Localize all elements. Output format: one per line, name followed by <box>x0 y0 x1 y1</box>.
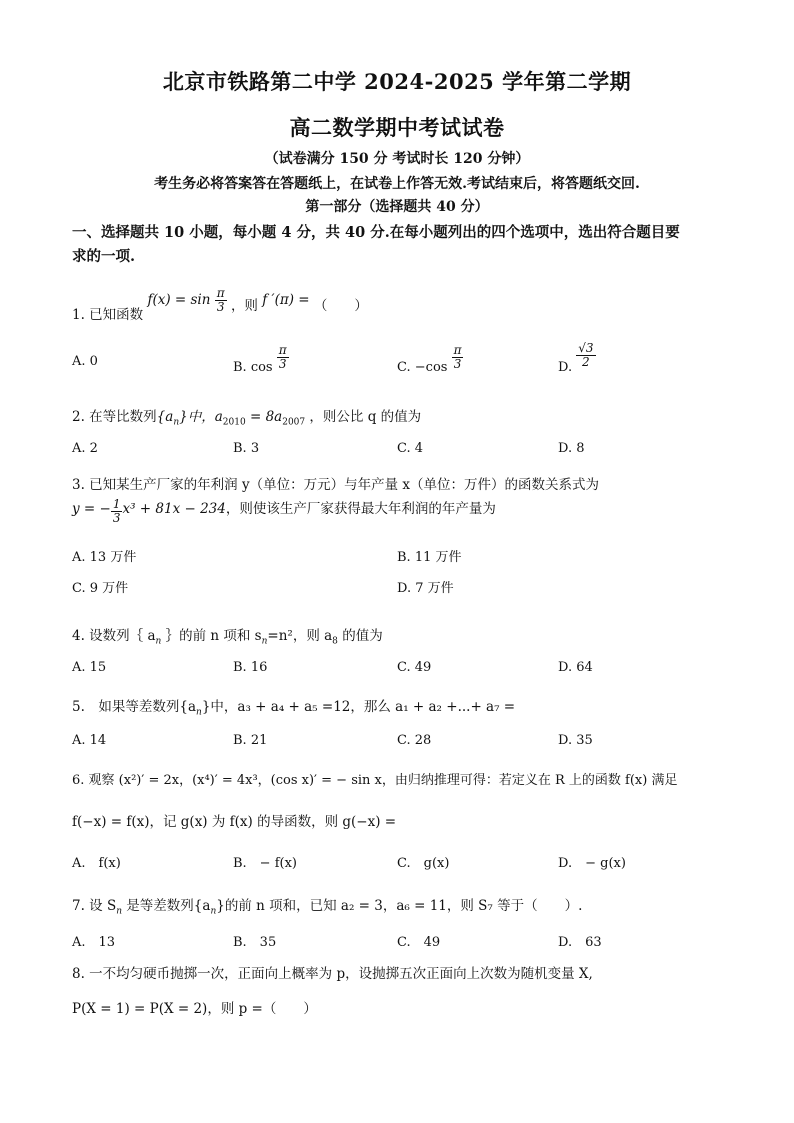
question-3-line1: 3. 已知某生产厂家的年利润 y（单位：万元）与年产量 x（单位：万件）的函数关系式为 <box>72 477 599 493</box>
q3-frac-num: 1 <box>112 497 121 511</box>
q1-option-c <box>397 343 463 375</box>
q7-text: 7. 设 S <box>72 898 117 914</box>
q3-option-c: C. 9 万件 <box>72 581 129 596</box>
q2-eq-mid: = 8a <box>245 409 283 425</box>
question-1 <box>72 286 368 323</box>
q3-eq-end: x³ + 81x − 234 <box>122 501 226 517</box>
q2-text-c: ，则公比 q 的值为 <box>305 409 422 425</box>
q1-opt-b-den: 3 <box>278 357 287 371</box>
q1-opt-c-num: π <box>453 343 462 357</box>
q3-line2-tail: ，则使该生产厂家获得最大年利润的年产量为 <box>225 501 496 517</box>
question-5 <box>72 695 515 718</box>
q4-text: 4. 设数列｛ a <box>72 628 156 644</box>
q7-text2: 是等差数列{a <box>122 898 211 914</box>
section-intro-line1: 一、选择题共 10 小题，每小题 4 分，共 40 分.在每小题列出的四个选项中，选出符合题目要 <box>72 224 680 241</box>
q1-mid: ，则 <box>230 298 258 314</box>
q7-text3: }的前 n 项和，已知 a₂ = 3，a₆ = 11，则 S₇ 等于（ ）. <box>216 898 583 914</box>
q1-derivative: f ′(π) = <box>262 292 310 308</box>
q4-text2: ｝的前 n 项和 s <box>161 628 262 644</box>
q2-text-b: }中， <box>179 409 215 425</box>
question-2 <box>72 405 421 428</box>
q5-sub-n: n <box>196 707 202 718</box>
q6-option-b: B. − f(x) <box>233 856 297 871</box>
q1-suffix: （ ） <box>313 298 368 314</box>
q4-sub-n2: n <box>261 636 268 647</box>
q1-opt-b-fraction <box>277 344 289 371</box>
q1-opt-c-fraction <box>452 344 464 371</box>
q6-option-d: D. − g(x) <box>558 856 626 871</box>
q1-opt-d-num: √3 <box>578 341 594 355</box>
q1-opt-d-den: 2 <box>582 355 590 369</box>
q1-opt-d-fraction <box>576 342 595 369</box>
q2-eq: a <box>214 409 223 425</box>
q2-text-a: 2. 在等比数列 <box>72 409 157 425</box>
q2-option-a: A. 2 <box>72 441 98 456</box>
question-8-line1: 8. 一不均匀硬币抛掷一次，正面向上概率为 p，设抛掷五次正面向上次数为随机变量 X, <box>72 966 593 982</box>
q5-text: 5. 如果等差数列{a <box>72 699 197 715</box>
question-3-line2 <box>72 498 496 525</box>
exam-info: （试卷满分 150 分 考试时长 120 分钟） <box>264 151 530 167</box>
q2-option-d: D. 8 <box>558 441 585 456</box>
q3-eq-start: y = − <box>72 501 111 517</box>
q1-option-d <box>558 341 596 375</box>
q1-opt-c-text: −cos <box>414 360 448 375</box>
q7-option-a: A. 13 <box>72 935 116 950</box>
q2-seq-sub: n <box>173 417 180 428</box>
q3-option-d: D. 7 万件 <box>397 581 454 596</box>
school-title: 北京市铁路第二中学 2024-2025 学年第二学期 <box>162 69 632 94</box>
q3-option-b: B. 11 万件 <box>397 550 462 565</box>
q1-opt-c-den: 3 <box>453 357 462 371</box>
q4-sub-n: n <box>155 636 162 647</box>
question-7 <box>72 894 582 917</box>
q2-option-c: C. 4 <box>397 441 424 456</box>
q4-option-d: D. 64 <box>558 660 593 675</box>
q1-option-b <box>233 343 289 375</box>
q1-prefix: 1. 已知函数 <box>72 307 144 323</box>
q3-option-a: A. 13 万件 <box>72 550 137 565</box>
q1-opt-d-label: D. <box>558 360 573 375</box>
q7-sub-n2: n <box>210 906 217 917</box>
q6-option-c: C. g(x) <box>397 856 450 871</box>
q1-option-a: A. 0 <box>72 354 98 369</box>
q1-opt-c-label: C. <box>397 360 411 375</box>
q2-eq-sub2: 2007 <box>282 417 306 428</box>
q1-function: f(x) = sin <box>147 292 211 308</box>
part1-heading: 第一部分（选择题共 40 分） <box>305 199 489 215</box>
q7-option-b: B. 35 <box>233 935 277 950</box>
q1-opt-b-text: cos <box>250 360 273 375</box>
question-6-line2: f(−x) = f(x)，记 g(x) 为 f(x) 的导函数，则 g(−x) = <box>72 814 397 830</box>
exam-title: 高二数学期中考试试卷 <box>289 115 505 140</box>
q3-frac-den: 3 <box>112 511 121 525</box>
q5-option-a: A. 14 <box>72 733 107 748</box>
q5-option-c: C. 28 <box>397 733 432 748</box>
q3-fraction <box>111 498 123 525</box>
question-6-line1: 6. 观察 (x²)′ = 2x，(x⁴)′ = 4x³，(cos x)′ = − sin x，由归纳推理可得：若定义在 R 上的函数 f(x) 满足 <box>72 773 678 788</box>
q2-option-b: B. 3 <box>233 441 260 456</box>
q5-text2: }中，a₃ + a₄ + a₅ =12，那么 a₁ + a₂ +...+ a₇ = <box>201 699 516 715</box>
q4-text4: 的值为 <box>337 628 383 644</box>
q1-opt-b-num: π <box>278 343 287 357</box>
section-intro-line2: 求的一项. <box>72 248 136 265</box>
question-4 <box>72 624 383 647</box>
q4-option-c: C. 49 <box>397 660 432 675</box>
q4-text3: =n²，则 a <box>267 628 333 644</box>
q4-sub-8: 8 <box>332 636 338 647</box>
q2-eq-sub1: 2010 <box>222 417 246 428</box>
q7-option-c: C. 49 <box>397 935 441 950</box>
q2-seq: {a <box>156 409 174 425</box>
q1-fraction <box>215 287 227 314</box>
q7-option-d: D. 63 <box>558 935 602 950</box>
q1-frac-num: π <box>216 286 225 300</box>
q4-option-a: A. 15 <box>72 660 107 675</box>
q4-option-b: B. 16 <box>233 660 268 675</box>
instructions: 考生务必将答案答在答题纸上，在试卷上作答无效.考试结束后，将答题纸交回. <box>154 176 640 192</box>
q1-opt-b-label: B. <box>233 360 247 375</box>
q1-frac-den: 3 <box>216 300 225 314</box>
q5-option-b: B. 21 <box>233 733 268 748</box>
q6-option-a: A. f(x) <box>72 856 121 871</box>
q7-sub-n: n <box>116 906 123 917</box>
q5-option-d: D. 35 <box>558 733 593 748</box>
question-8-line2: P(X = 1) = P(X = 2)，则 p =（ ） <box>72 1001 317 1017</box>
